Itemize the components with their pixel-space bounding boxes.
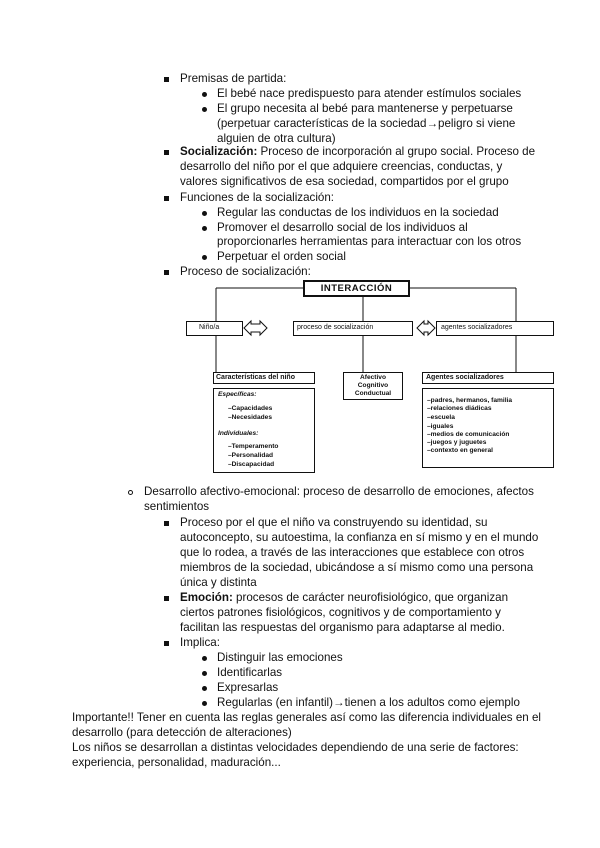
dot-bullet-icon — [202, 656, 207, 661]
dimension-line: Afectivo — [359, 374, 386, 381]
dot-bullet-icon — [202, 701, 207, 706]
socializacion-line2: desarrollo del niño por el que adquiere creencias, conductas, y — [180, 160, 503, 173]
agent-line: –iguales — [427, 423, 454, 430]
char-line: Individuales: — [218, 430, 259, 437]
implica-item: Identificarlas — [217, 666, 283, 679]
dimension-line: Conductual — [354, 390, 392, 398]
dimensiones-box — [343, 372, 403, 400]
premisas-title: Premisas de partida: — [180, 72, 287, 85]
dot-bullet-icon — [202, 211, 207, 216]
dot-bullet-icon — [202, 255, 207, 260]
socializacion-term: Socialización: — [180, 145, 258, 158]
funcion-item: Perpetuar el orden social — [217, 250, 346, 263]
funcion-item: Promover el desarrollo social de los individuos al — [217, 221, 468, 234]
importante-line: Los niños se desarrollan a distintas velocidades dependiendo de una serie de factores: — [72, 741, 519, 754]
premisa-item: alguien de otra cultura) — [217, 132, 336, 145]
dot-bullet-icon — [202, 226, 207, 231]
square-bullet-icon — [164, 150, 169, 155]
proceso-line: Proceso por el que el niño va construyendo su identidad, su — [180, 516, 488, 529]
importante-line: Importante!! Tener en cuenta las reglas generales así como las diferencia individuales en el — [72, 711, 541, 724]
dimension-line: Cognitivo — [357, 382, 389, 390]
socializacion-line3: valores significativos de esa sociedad, compartidos por el grupo — [180, 175, 509, 188]
dot-bullet-icon — [202, 107, 207, 112]
caracteristicas-header-box: Características del niño — [213, 372, 315, 384]
interaccion-box: INTERACCIÓN — [303, 280, 410, 297]
dot-bullet-icon — [202, 92, 207, 97]
agent-line: –contexto en general — [427, 447, 493, 454]
square-bullet-icon — [164, 641, 169, 646]
premisa-item: El grupo necesita al bebé para mantenerse y perpetuarse — [217, 102, 513, 115]
emocion-line: ciertos patrones fisiológicos, cognitivos y de comportamiento y — [180, 606, 501, 619]
char-line: –Necesidades — [228, 414, 272, 421]
importante-line: experiencia, personalidad, maduración... — [72, 756, 281, 769]
agent-line: –escuela — [427, 414, 455, 421]
premisa-item: El bebé nace predispuesto para atender estímulos sociales — [217, 87, 522, 100]
emocion-line: facilitan las respuestas del organismo para adaptarse al medio. — [180, 621, 505, 634]
proceso-box: proceso de socialización — [293, 321, 413, 336]
socialization-diagram — [178, 278, 556, 474]
emocion-definition — [180, 591, 508, 605]
implica-item: Distinguir las emociones — [217, 651, 343, 664]
proceso-line: autoconcepto, su autoestima, la confianza en sí mismo y en el mundo — [180, 531, 539, 544]
char-line: Específicas: — [218, 391, 257, 398]
afectivo-line1: Desarrollo afectivo-emocional: proceso de desarrollo de emociones, afectos — [144, 485, 534, 498]
char-line: –Temperamento — [228, 443, 279, 450]
square-bullet-icon — [164, 270, 169, 275]
proceso-title: Proceso de socialización: — [180, 265, 311, 278]
char-line: –Personalidad — [228, 452, 274, 459]
emocion-line: procesos de carácter neurofisiológico, que organizan — [232, 591, 509, 604]
agentes-box: agentes socializadores — [436, 321, 554, 336]
proceso-line: única y distinta — [180, 576, 257, 589]
nino-box: Niño/a — [186, 321, 243, 336]
proceso-line: miembros de la sociedad, ubicándose a sí mismo como una persona — [180, 561, 534, 574]
premisa-item: (perpetuar características de la sociedad→peligro si viene — [217, 117, 516, 130]
emocion-term: Emoción: — [180, 591, 233, 604]
dot-bullet-icon — [202, 671, 207, 676]
agent-line: –medios de comunicación — [427, 431, 510, 438]
square-bullet-icon — [164, 77, 169, 82]
proceso-line: que lo rodea, a través de las interacciones que establece con otros — [180, 546, 525, 559]
implica-item: Expresarlas — [217, 681, 279, 694]
funciones-title: Funciones de la socialización: — [180, 191, 335, 204]
afectivo-line2: sentimientos — [144, 500, 210, 513]
square-bullet-icon — [164, 596, 169, 601]
circle-bullet-icon — [128, 490, 133, 495]
implica-item: Regularlas (en infantil)→tienen a los adultos como ejemplo — [217, 696, 520, 709]
agent-line: –padres, hermanos, familia — [427, 397, 513, 404]
socializacion-line1: Proceso de incorporación al grupo social. Proceso de — [257, 145, 536, 158]
importante-line: desarrollo (para detección de alteraciones) — [72, 726, 292, 739]
dot-bullet-icon — [202, 686, 207, 691]
agent-line: –juegos y juguetes — [427, 439, 487, 446]
implica-title: Implica: — [180, 636, 220, 649]
funcion-item: Regular las conductas de los individuos en la sociedad — [217, 206, 499, 219]
agent-line: –relaciones diádicas — [427, 405, 492, 412]
square-bullet-icon — [164, 196, 169, 201]
char-line: –Capacidades — [228, 405, 273, 412]
socializacion-definition — [180, 145, 535, 159]
square-bullet-icon — [164, 521, 169, 526]
funcion-item: proporcionarles herramientas para interactuar con los otros — [217, 235, 522, 248]
char-line: –Discapacidad — [228, 461, 275, 468]
agentes-header-box: Agentes socializadores — [422, 372, 554, 384]
